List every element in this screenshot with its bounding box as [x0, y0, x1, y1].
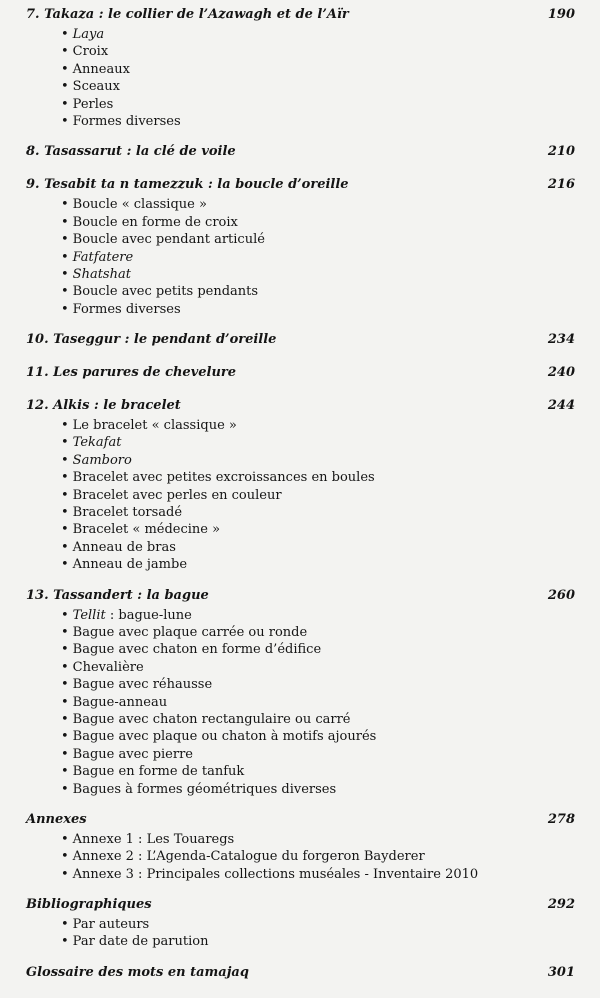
section-title: Glossaire des mots en tamajaq [26, 964, 249, 980]
subitem-label: Bracelet torsadé [72, 505, 183, 521]
subitem-label: Anneau de jambe [72, 557, 188, 573]
section-title: 11. Les parures de chevelure [26, 365, 237, 381]
toc-section [26, 365, 575, 384]
page-number: 216 [547, 177, 575, 193]
subitem-label: Le bracelet « classique » [72, 418, 237, 434]
toc-subitem [61, 746, 575, 763]
toc-subitem [61, 469, 575, 486]
subitem-label: Annexe 2 : L’Agenda-Catalogue du forgeron Bayderer [72, 849, 425, 865]
toc-subitem [61, 916, 575, 933]
section-title: 13. Tassandert : la bague [26, 587, 209, 603]
subitem-label: Bague-anneau [72, 694, 168, 710]
subitem-label: Formes diverses [72, 301, 181, 317]
subitem-label: Bague avec chaton rectangulaire ou carré [72, 711, 351, 727]
subitem-label: Boucle en forme de croix [72, 214, 238, 230]
toc-subitem [61, 96, 575, 113]
subitem-label: Bague en forme de tanfuk [72, 764, 245, 780]
toc-subitem [61, 711, 575, 728]
toc-subitem [61, 539, 575, 556]
subitem-label: Chevalière [72, 659, 144, 675]
toc-subitem [61, 763, 575, 780]
page-number: 210 [547, 144, 575, 160]
subitem-label: Bagues à formes géométriques diverses [72, 781, 337, 797]
toc-subitem [61, 607, 575, 624]
toc-subitem [61, 78, 575, 95]
subitem-label: Boucle avec pendant articulé [72, 232, 265, 248]
section-title: Bibliographiques [26, 897, 152, 913]
toc-section [26, 897, 575, 951]
toc-heading [26, 588, 575, 607]
table-of-contents [26, 7, 575, 998]
toc-subitem [61, 283, 575, 300]
toc-subitem [61, 624, 575, 641]
toc-subitems [26, 607, 575, 798]
toc-subitem [61, 249, 575, 266]
subitem-label: Samboro [72, 452, 132, 468]
page-number: 234 [547, 332, 575, 348]
page-number: 301 [547, 964, 575, 980]
subitem-label: Bracelet « médecine » [72, 522, 221, 538]
toc-section [26, 588, 575, 798]
section-title: 9. Tesabit ta n tamezzuk : la boucle d’oreille [26, 177, 349, 193]
subitem-label: Tekafat [72, 435, 122, 451]
toc-subitem [61, 866, 575, 883]
subitem-label: Boucle « classique » [72, 197, 207, 213]
toc-subitems [26, 916, 575, 951]
section-title: 8. Tasassarut : la clé de voile [26, 144, 236, 160]
section-title: 7. Takaza : le collier de l’Azawagh et de l’Aïr [26, 7, 349, 22]
toc-heading [26, 897, 575, 916]
toc-subitem [61, 452, 575, 469]
toc-subitem [61, 641, 575, 658]
toc-heading [26, 398, 575, 417]
subitem-label: Par date de parution [72, 934, 209, 950]
toc-heading [26, 812, 575, 831]
toc-subitem [61, 556, 575, 573]
subitem-label: : bague-lune [105, 607, 192, 623]
subitem-label: Bague avec plaque carrée ou ronde [72, 624, 308, 640]
page-number: 244 [547, 398, 575, 414]
toc-subitem [61, 831, 575, 848]
subitem-label: Bague avec réhausse [72, 677, 213, 693]
toc-subitem [61, 26, 575, 43]
page-number: 240 [547, 365, 575, 381]
toc-subitem [61, 521, 575, 538]
toc-subitem [61, 301, 575, 318]
toc-section [26, 177, 575, 318]
toc-section [26, 965, 575, 984]
subitem-label: Anneau de bras [72, 539, 176, 555]
toc-heading [26, 965, 575, 984]
subitem-label: Bague avec chaton en forme d’édifice [72, 642, 322, 658]
toc-subitem [61, 214, 575, 231]
toc-subitems [26, 196, 575, 318]
page-number: 292 [547, 897, 575, 913]
toc-subitem [61, 43, 575, 60]
toc-subitem [61, 113, 575, 130]
toc-section [26, 144, 575, 163]
toc-subitem [61, 61, 575, 78]
toc-subitem [61, 659, 575, 676]
section-title: 10. Taseggur : le pendant d’oreille [26, 332, 277, 348]
toc-heading [26, 177, 575, 196]
subitem-label: Bague avec pierre [72, 746, 193, 762]
subitem-term: Tellit [72, 607, 106, 623]
subitem-label: Boucle avec petits pendants [72, 284, 259, 300]
toc-section [26, 332, 575, 351]
page-number: 260 [547, 587, 575, 603]
toc-subitem [61, 781, 575, 798]
toc-section [26, 398, 575, 574]
toc-subitem [61, 933, 575, 950]
toc-subitem [61, 728, 575, 745]
subitem-label: Anneaux [72, 61, 130, 77]
subitem-label: Par auteurs [72, 917, 150, 933]
section-title: Annexes [26, 811, 87, 827]
subitem-label: Perles [72, 96, 114, 112]
toc-subitem [61, 848, 575, 865]
toc-subitem [61, 694, 575, 711]
toc-subitems [26, 26, 575, 130]
toc-heading [26, 332, 575, 351]
toc-subitem [61, 487, 575, 504]
toc-section [26, 7, 575, 130]
toc-subitem [61, 504, 575, 521]
subitem-label: Annexe 3 : Principales collections muséales - Inventaire 2010 [72, 866, 479, 882]
subitem-label: Fatfatere [72, 249, 134, 265]
section-title: 12. Alkis : le bracelet [26, 398, 181, 414]
subitem-label: Bracelet avec petites excroissances en boules [72, 470, 375, 486]
subitem-label: Croix [72, 44, 109, 60]
toc-heading [26, 7, 575, 26]
page-number: 278 [547, 811, 575, 827]
subitem-label: Sceaux [72, 79, 121, 95]
toc-section [26, 812, 575, 883]
subitem-label: Laya [72, 27, 105, 42]
toc-heading [26, 365, 575, 384]
toc-subitem [61, 196, 575, 213]
subitem-label: Annexe 1 : Les Touaregs [72, 831, 235, 847]
toc-subitem [61, 434, 575, 451]
toc-subitems [26, 417, 575, 574]
toc-heading [26, 144, 575, 163]
page-number: 190 [547, 7, 575, 22]
toc-subitem [61, 266, 575, 283]
toc-subitems [26, 831, 575, 883]
subitem-label: Formes diverses [72, 113, 181, 129]
subitem-label: Bague avec plaque ou chaton à motifs ajourés [72, 729, 377, 745]
toc-subitem [61, 676, 575, 693]
toc-subitem [61, 417, 575, 434]
subitem-label: Shatshat [72, 266, 131, 282]
subitem-label: Bracelet avec perles en couleur [72, 487, 282, 503]
toc-subitem [61, 231, 575, 248]
